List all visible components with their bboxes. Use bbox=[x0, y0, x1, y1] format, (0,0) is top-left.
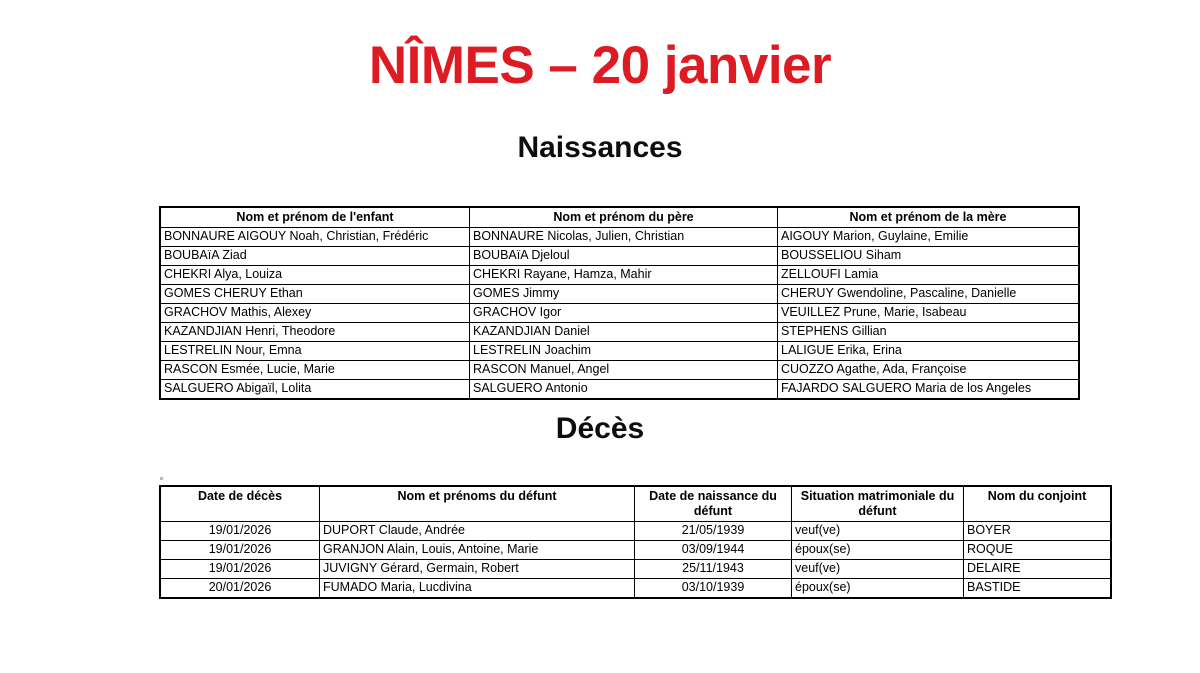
cell-father-name: RASCON Manuel, Angel bbox=[470, 360, 778, 379]
scan-artifact-mark bbox=[160, 477, 163, 480]
cell-mother-name: ZELLOUFI Lamia bbox=[778, 265, 1079, 284]
table-row bbox=[161, 322, 1079, 341]
cell-child-name: GRACHOV Mathis, Alexey bbox=[161, 303, 470, 322]
cell-deceased-name: FUMADO Maria, Lucdivina bbox=[320, 579, 635, 598]
deaths-table-header bbox=[161, 487, 1111, 522]
cell-marital-status: veuf(ve) bbox=[792, 522, 964, 541]
births-table-header bbox=[161, 208, 1079, 228]
table-row bbox=[161, 541, 1111, 560]
cell-mother-name: FAJARDO SALGUERO Maria de los Angeles bbox=[778, 379, 1079, 398]
deaths-table bbox=[160, 486, 1111, 598]
cell-death-date: 19/01/2026 bbox=[161, 560, 320, 579]
cell-child-name: BONNAURE AIGOUY Noah, Christian, Frédéric bbox=[161, 227, 470, 246]
cell-child-name: SALGUERO Abigaïl, Lolita bbox=[161, 379, 470, 398]
cell-mother-name: VEUILLEZ Prune, Marie, Isabeau bbox=[778, 303, 1079, 322]
cell-birth-date: 21/05/1939 bbox=[635, 522, 792, 541]
section-heading-naissances: Naissances bbox=[517, 131, 683, 164]
cell-marital-status: époux(se) bbox=[792, 541, 964, 560]
cell-child-name: CHEKRI Alya, Louiza bbox=[161, 265, 470, 284]
cell-birth-date: 03/10/1939 bbox=[635, 579, 792, 598]
table-row bbox=[161, 560, 1111, 579]
cell-child-name: LESTRELIN Nour, Emna bbox=[161, 341, 470, 360]
column-header-deceased-name: Nom et prénoms du défunt bbox=[320, 487, 635, 522]
cell-father-name: SALGUERO Antonio bbox=[470, 379, 778, 398]
table-row bbox=[161, 341, 1079, 360]
cell-father-name: BOUBAïA Djeloul bbox=[470, 246, 778, 265]
cell-spouse-name: BASTIDE bbox=[964, 579, 1111, 598]
cell-deceased-name: JUVIGNY Gérard, Germain, Robert bbox=[320, 560, 635, 579]
cell-marital-status: veuf(ve) bbox=[792, 560, 964, 579]
table-header-row bbox=[161, 487, 1111, 522]
cell-marital-status: époux(se) bbox=[792, 579, 964, 598]
cell-mother-name: AIGOUY Marion, Guylaine, Emilie bbox=[778, 227, 1079, 246]
column-header-spouse-name: Nom du conjoint bbox=[964, 487, 1111, 522]
cell-child-name: KAZANDJIAN Henri, Theodore bbox=[161, 322, 470, 341]
cell-child-name: RASCON Esmée, Lucie, Marie bbox=[161, 360, 470, 379]
cell-child-name: GOMES CHERUY Ethan bbox=[161, 284, 470, 303]
cell-child-name: BOUBAïA Ziad bbox=[161, 246, 470, 265]
table-row bbox=[161, 246, 1079, 265]
table-header-row bbox=[161, 208, 1079, 228]
table-row bbox=[161, 303, 1079, 322]
column-header-marital-status: Situation matrimoniale du défunt bbox=[792, 487, 964, 522]
table-row bbox=[161, 360, 1079, 379]
cell-father-name: BONNAURE Nicolas, Julien, Christian bbox=[470, 227, 778, 246]
births-table-body bbox=[161, 227, 1079, 398]
cell-father-name: KAZANDJIAN Daniel bbox=[470, 322, 778, 341]
deaths-table-body bbox=[161, 522, 1111, 598]
table-row bbox=[161, 522, 1111, 541]
table-row bbox=[161, 227, 1079, 246]
cell-spouse-name: ROQUE bbox=[964, 541, 1111, 560]
cell-mother-name: STEPHENS Gillian bbox=[778, 322, 1079, 341]
cell-birth-date: 25/11/1943 bbox=[635, 560, 792, 579]
cell-death-date: 19/01/2026 bbox=[161, 522, 320, 541]
cell-mother-name: CHERUY Gwendoline, Pascaline, Danielle bbox=[778, 284, 1079, 303]
table-row bbox=[161, 265, 1079, 284]
cell-mother-name: BOUSSELIOU Siham bbox=[778, 246, 1079, 265]
cell-spouse-name: BOYER bbox=[964, 522, 1111, 541]
cell-father-name: GOMES Jimmy bbox=[470, 284, 778, 303]
cell-father-name: GRACHOV Igor bbox=[470, 303, 778, 322]
column-header-father-name: Nom et prénom du père bbox=[470, 208, 778, 228]
cell-spouse-name: DELAIRE bbox=[964, 560, 1111, 579]
cell-deceased-name: DUPORT Claude, Andrée bbox=[320, 522, 635, 541]
column-header-death-date: Date de décès bbox=[161, 487, 320, 522]
column-header-birth-date: Date de naissance du défunt bbox=[635, 487, 792, 522]
cell-mother-name: CUOZZO Agathe, Ada, Françoise bbox=[778, 360, 1079, 379]
cell-father-name: CHEKRI Rayane, Hamza, Mahir bbox=[470, 265, 778, 284]
table-row bbox=[161, 284, 1079, 303]
column-header-mother-name: Nom et prénom de la mère bbox=[778, 208, 1079, 228]
table-row bbox=[161, 579, 1111, 598]
cell-death-date: 19/01/2026 bbox=[161, 541, 320, 560]
page-title: NÎMES – 20 janvier bbox=[368, 36, 832, 95]
cell-birth-date: 03/09/1944 bbox=[635, 541, 792, 560]
cell-death-date: 20/01/2026 bbox=[161, 579, 320, 598]
table-row bbox=[161, 379, 1079, 398]
column-header-child-name: Nom et prénom de l'enfant bbox=[161, 208, 470, 228]
section-heading-deces: Décès bbox=[555, 412, 645, 445]
births-table bbox=[160, 207, 1079, 399]
cell-father-name: LESTRELIN Joachim bbox=[470, 341, 778, 360]
cell-deceased-name: GRANJON Alain, Louis, Antoine, Marie bbox=[320, 541, 635, 560]
cell-mother-name: LALIGUE Erika, Erina bbox=[778, 341, 1079, 360]
